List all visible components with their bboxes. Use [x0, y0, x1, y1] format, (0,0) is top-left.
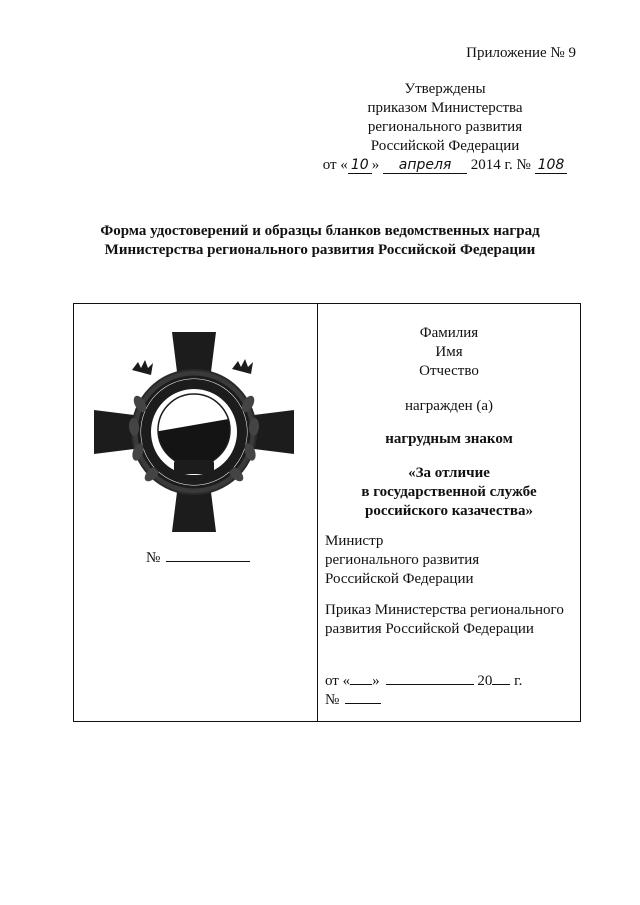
award-title — [318, 464, 580, 521]
badge-plaque — [174, 460, 214, 474]
left-number-field — [146, 550, 250, 567]
order-day-blank — [350, 683, 372, 685]
award-title-line: «За отличие — [408, 465, 490, 481]
minister-line: Министр — [325, 533, 384, 549]
award-title-line: в государственной службе — [361, 484, 537, 500]
cross-badge-emblem — [94, 332, 294, 532]
surname-label: Фамилия — [419, 325, 479, 341]
order-block — [325, 601, 572, 639]
title-line: Форма удостоверений и образцы бланков ведомственных наград — [100, 223, 540, 239]
certificate-form — [73, 303, 581, 722]
name-label: Имя — [435, 344, 463, 360]
date-year: 2014 г. № — [470, 157, 531, 173]
order-year: 20 — [477, 673, 493, 689]
minister-signature-block — [325, 532, 572, 589]
order-date-mid: » — [372, 673, 380, 689]
number-blank — [166, 560, 250, 562]
date-prefix: от « — [322, 157, 348, 173]
order-number-label: № — [325, 692, 340, 708]
number-label: № — [146, 550, 161, 566]
minister-line: Российской Федерации — [325, 571, 474, 587]
order-line: развития Российской Федерации — [325, 621, 534, 637]
handwritten-month: апреля — [383, 158, 467, 174]
minister-line: регионального развития — [325, 552, 480, 568]
order-line: Приказ Министерства регионального — [325, 602, 564, 618]
approval-line: регионального развития — [367, 119, 523, 135]
order-month-blank — [386, 683, 474, 685]
order-date-field — [325, 672, 580, 691]
appendix-label: Приложение № 9 — [466, 45, 576, 61]
recipient-name-block — [318, 324, 580, 381]
handwritten-order-number: 108 — [535, 158, 568, 174]
approval-block — [300, 80, 590, 175]
approval-line: приказом Министерства — [367, 100, 523, 116]
badge-label: нагрудным знаком — [385, 431, 513, 447]
awarded-text: награжден (а) — [404, 398, 494, 414]
order-number-blank — [345, 702, 381, 704]
title-line: Министерства регионального развития Российской Федерации — [104, 242, 536, 258]
approval-line: Утверждены — [404, 81, 486, 97]
approval-line: Российской Федерации — [370, 138, 520, 154]
handwritten-day: 10 — [348, 158, 372, 174]
date-mid: » — [371, 157, 380, 173]
order-date-suffix: г. — [514, 673, 523, 689]
approval-date — [300, 156, 590, 175]
award-title-line: российского казачества» — [364, 503, 533, 519]
order-year-blank — [492, 683, 510, 685]
order-number-field — [325, 691, 381, 710]
document-title — [40, 222, 600, 260]
order-date-prefix: от « — [325, 673, 351, 689]
patronymic-label: Отчество — [419, 363, 479, 379]
